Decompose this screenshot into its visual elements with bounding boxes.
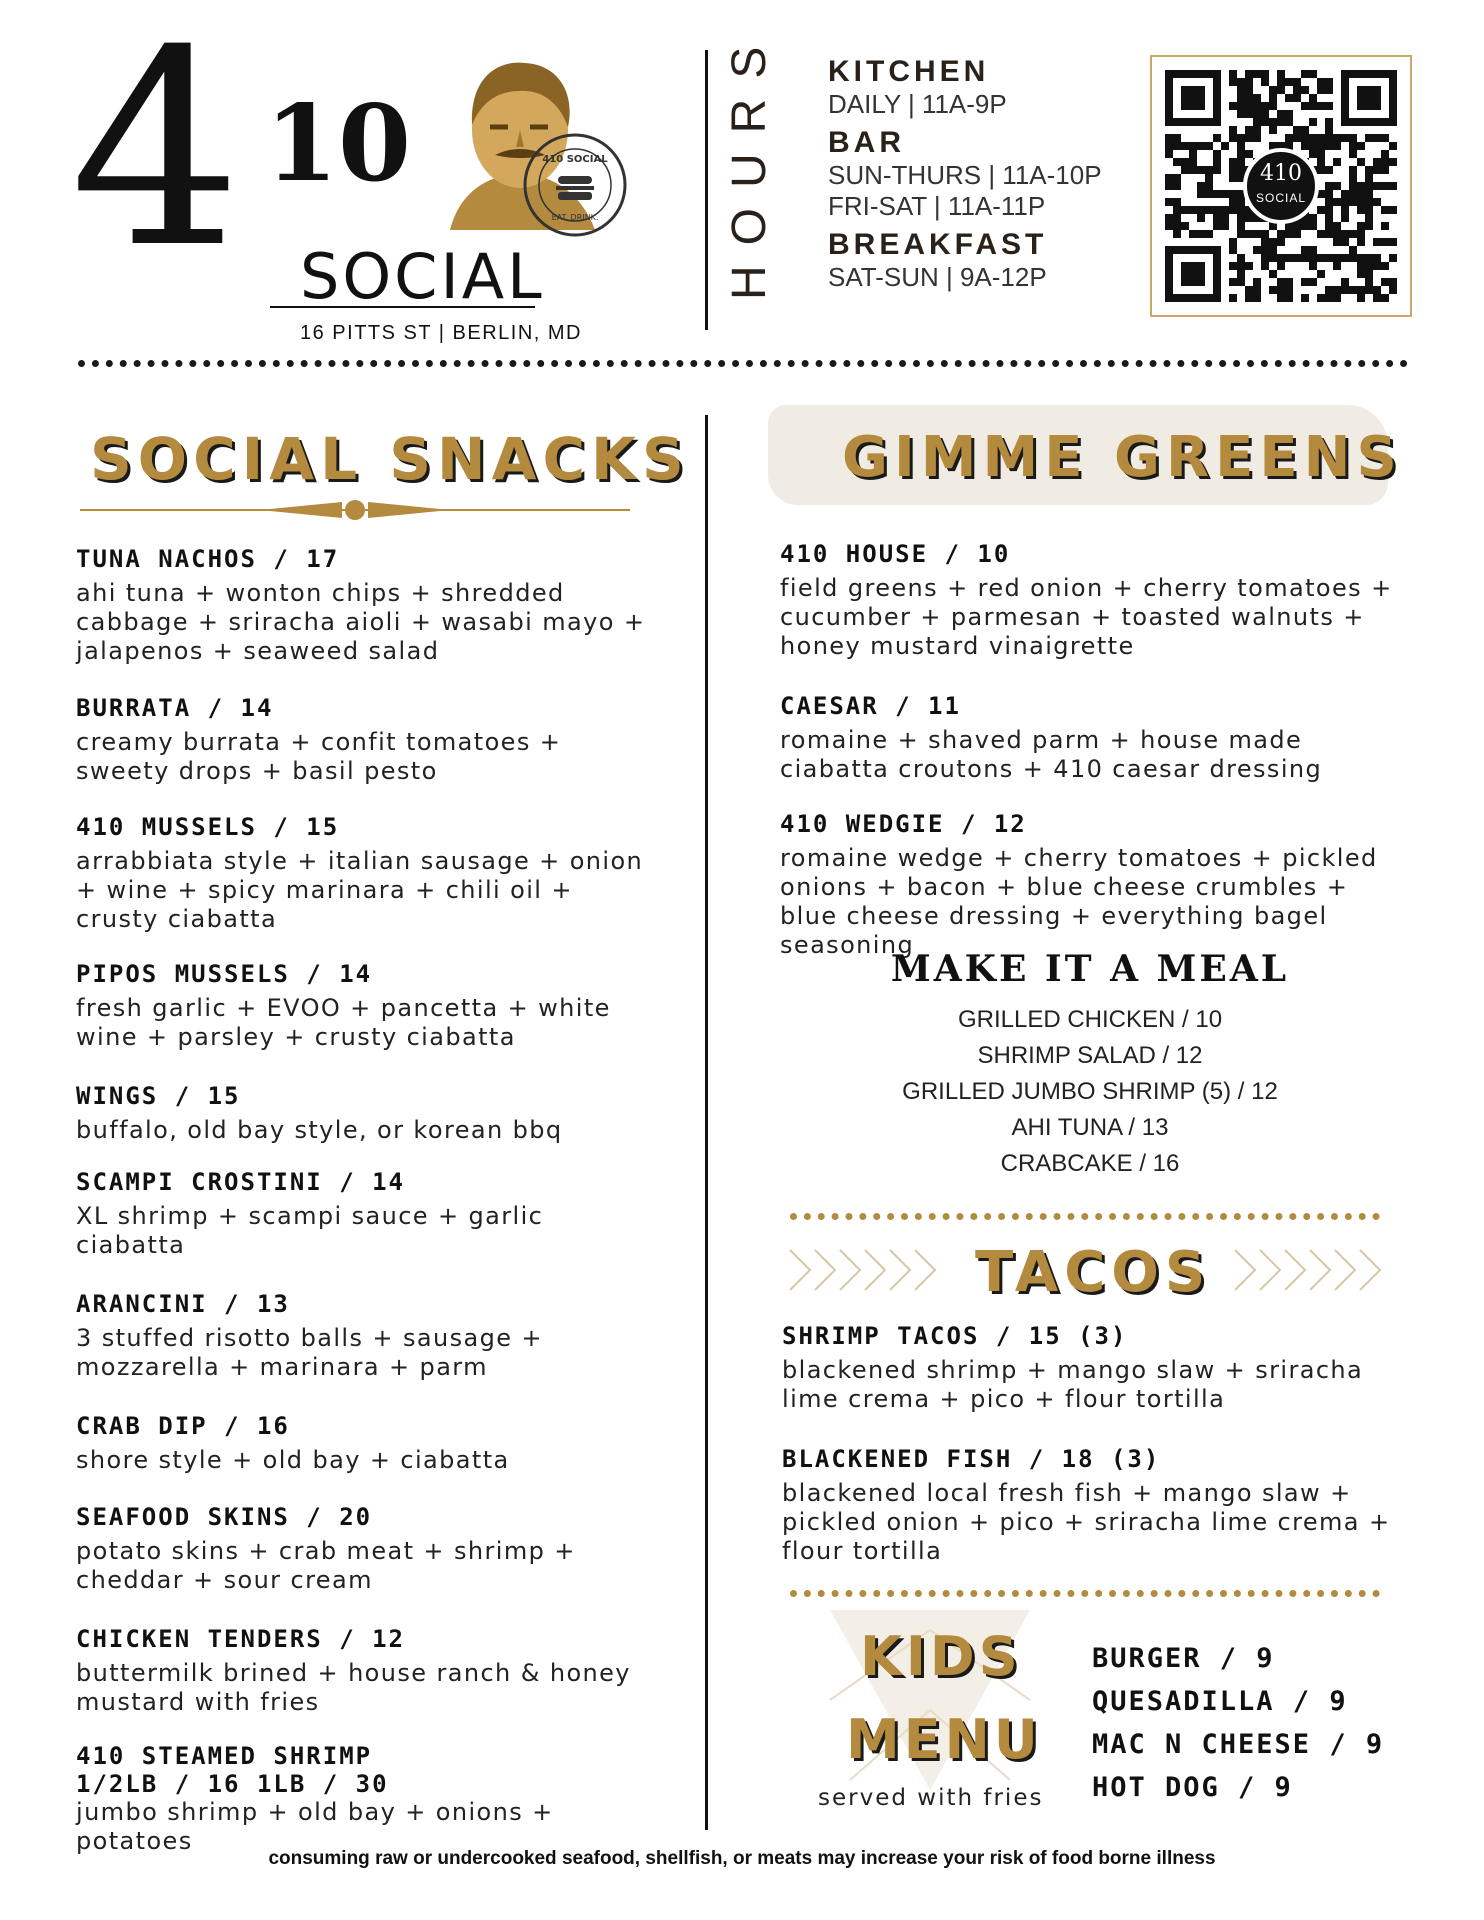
snack-item — [76, 960, 646, 1052]
hours-line: SUN-THURS | 11A-10P — [828, 160, 1102, 190]
kids-list — [1092, 1637, 1412, 1809]
meal-option: CRABCAKE / 16 — [1000, 1150, 1180, 1177]
meal-option: SHRIMP SALAD / 12 — [977, 1042, 1203, 1069]
hours-title-breakfast: BREAKFAST — [828, 228, 1048, 261]
header-divider — [705, 50, 708, 330]
column-divider — [705, 415, 708, 1830]
snack-item — [76, 1412, 646, 1475]
item-title: SHRIMP TACOS / 15 (3) — [782, 1322, 1128, 1350]
tacos-heading: TACOS — [975, 1240, 1212, 1305]
kids-note: served with fries — [818, 1785, 1044, 1811]
snack-item — [76, 1290, 646, 1382]
item-title: CHICKEN TENDERS / 12 — [76, 1625, 405, 1653]
hours-line: SAT-SUN | 9A-12P — [828, 262, 1047, 292]
logo-word: SOCIAL — [300, 240, 545, 313]
item-title: ARANCINI / 13 — [76, 1290, 290, 1318]
kids-heading-line2: MENU — [846, 1708, 1042, 1771]
item-title: 410 MUSSELS / 15 — [76, 813, 340, 841]
hours-title-bar: BAR — [828, 126, 905, 159]
hours-line: FRI-SAT | 11A-11P — [828, 191, 1046, 221]
snacks-heading: SOCIAL SNACKS — [90, 425, 690, 493]
item-desc: buttermilk brined + house ranch & honey mustard with fries — [76, 1659, 631, 1716]
item-title: SEAFOOD SKINS / 20 — [76, 1503, 373, 1531]
snacks-ornament — [80, 498, 630, 522]
item-desc: blackened shrimp + mango slaw + sriracha lime crema + pico + flour tortilla — [782, 1356, 1364, 1413]
item-desc: 3 stuffed risotto balls + sausage + mozzarella + marinara + parm — [76, 1324, 543, 1381]
item-title: CAESAR / 11 — [780, 692, 961, 720]
hours-line: DAILY | 11A-9P — [828, 89, 1007, 119]
svg-text:410 SOCIAL: 410 SOCIAL — [542, 154, 608, 165]
meal-list — [780, 1002, 1400, 1182]
item-title: CRAB DIP / 16 — [76, 1412, 290, 1440]
item-desc: field greens + red onion + cherry tomatoes + cucumber + parmesan + toasted walnuts + honey mustard vinaigrette — [780, 574, 1393, 660]
header-dotted-rule — [78, 360, 1408, 367]
kids-heading-line1: KIDS — [860, 1625, 1022, 1688]
item-title: PIPOS MUSSELS / 14 — [76, 960, 373, 988]
greens-heading: GIMME GREENS — [842, 425, 1403, 490]
snack-item — [76, 813, 646, 934]
meal-heading: MAKE IT A MEAL — [890, 948, 1290, 990]
qr-center-bottom: SOCIAL — [1255, 191, 1306, 205]
qr-code-frame[interactable] — [1150, 55, 1412, 317]
kids-item: BURGER / 9 — [1092, 1643, 1275, 1674]
item-title: SCAMPI CROSTINI / 14 — [76, 1168, 405, 1196]
item-desc: romaine + shaved parm + house made ciabatta croutons + 410 caesar dressing — [780, 726, 1323, 783]
snack-item — [76, 1625, 646, 1717]
meal-option: GRILLED CHICKEN / 10 — [957, 1006, 1223, 1033]
greens-item — [780, 540, 1400, 661]
item-desc: fresh garlic + EVOO + pancetta + white wine + parsley + crusty ciabatta — [76, 994, 611, 1051]
item-desc: creamy burrata + confit tomatoes + sweety drops + basil pesto — [76, 728, 562, 785]
item-title: TUNA NACHOS / 17 — [76, 545, 340, 573]
kids-dotted-rule — [790, 1590, 1380, 1597]
hours-title-kitchen: KITCHEN — [828, 55, 990, 88]
item-desc: potato skins + crab meat + shrimp + cheddar + sour cream — [76, 1537, 576, 1594]
snack-item — [76, 694, 646, 786]
address: 16 PITTS ST | BERLIN, MD — [300, 322, 582, 344]
logo-number: 4 — [70, 0, 242, 307]
tacos-dotted-rule — [790, 1213, 1380, 1220]
item-desc: ahi tuna + wonton chips + shredded cabbage + sriracha aioli + wasabi mayo + jalapenos + seaweed salad — [76, 579, 646, 665]
item-desc: jumbo shrimp + old bay + onions + potatoes — [76, 1798, 554, 1855]
item-desc: arrabbiata style + italian sausage + onion + wine + spicy marinara + chili oil + crusty ciabatta — [76, 847, 644, 933]
kids-item: MAC N CHEESE / 9 — [1092, 1729, 1385, 1760]
item-title: WINGS / 15 — [76, 1082, 241, 1110]
snack-item — [76, 1168, 646, 1260]
snack-item — [76, 1742, 676, 1856]
stamp-seal — [520, 130, 630, 240]
item-desc: shore style + old bay + ciabatta — [76, 1446, 510, 1474]
qr-code — [1152, 57, 1410, 315]
logo-sub-number: 10 — [265, 81, 412, 205]
meal-option: AHI TUNA / 13 — [1011, 1114, 1169, 1141]
item-title: 410 STEAMED SHRIMP 1/2LB / 16 1LB / 30 — [76, 1742, 389, 1798]
logo — [70, 0, 670, 340]
logo-rule — [270, 306, 535, 308]
item-title: 410 HOUSE / 10 — [780, 540, 1011, 568]
taco-item — [782, 1322, 1402, 1414]
snack-item — [76, 1082, 646, 1145]
kids-item: HOT DOG / 9 — [1092, 1772, 1293, 1803]
snack-item — [76, 1503, 646, 1595]
item-desc: buffalo, old bay style, or korean bbq — [76, 1116, 563, 1144]
greens-item — [780, 810, 1400, 960]
snack-item — [76, 545, 646, 666]
item-desc: XL shrimp + scampi sauce + garlic ciabatta — [76, 1202, 544, 1259]
kids-item: QUESADILLA / 9 — [1092, 1686, 1348, 1717]
item-desc: romaine wedge + cherry tomatoes + pickled onions + bacon + blue cheese crumbles + blue cheese dressing + everything bagel seasoning — [780, 844, 1378, 959]
footer-disclaimer: consuming raw or undercooked seafood, shellfish, or meats may increase your risk of food borne illness — [268, 1848, 1216, 1869]
item-title: BURRATA / 14 — [76, 694, 274, 722]
hours-label: HOURS — [723, 26, 776, 300]
svg-text:EAT. DRINK.: EAT. DRINK. — [551, 213, 599, 222]
item-title: 410 WEDGIE / 12 — [780, 810, 1027, 838]
taco-item — [782, 1445, 1402, 1566]
meal-option: GRILLED JUMBO SHRIMP (5) / 12 — [902, 1078, 1278, 1105]
item-desc: blackened local fresh fish + mango slaw + pickled onion + pico + sriracha lime crema + flour tortilla — [782, 1479, 1391, 1565]
qr-center-top: 410 — [1260, 161, 1302, 186]
greens-item — [780, 692, 1400, 784]
hours-list — [828, 55, 1118, 293]
item-title: BLACKENED FISH / 18 (3) — [782, 1445, 1161, 1473]
